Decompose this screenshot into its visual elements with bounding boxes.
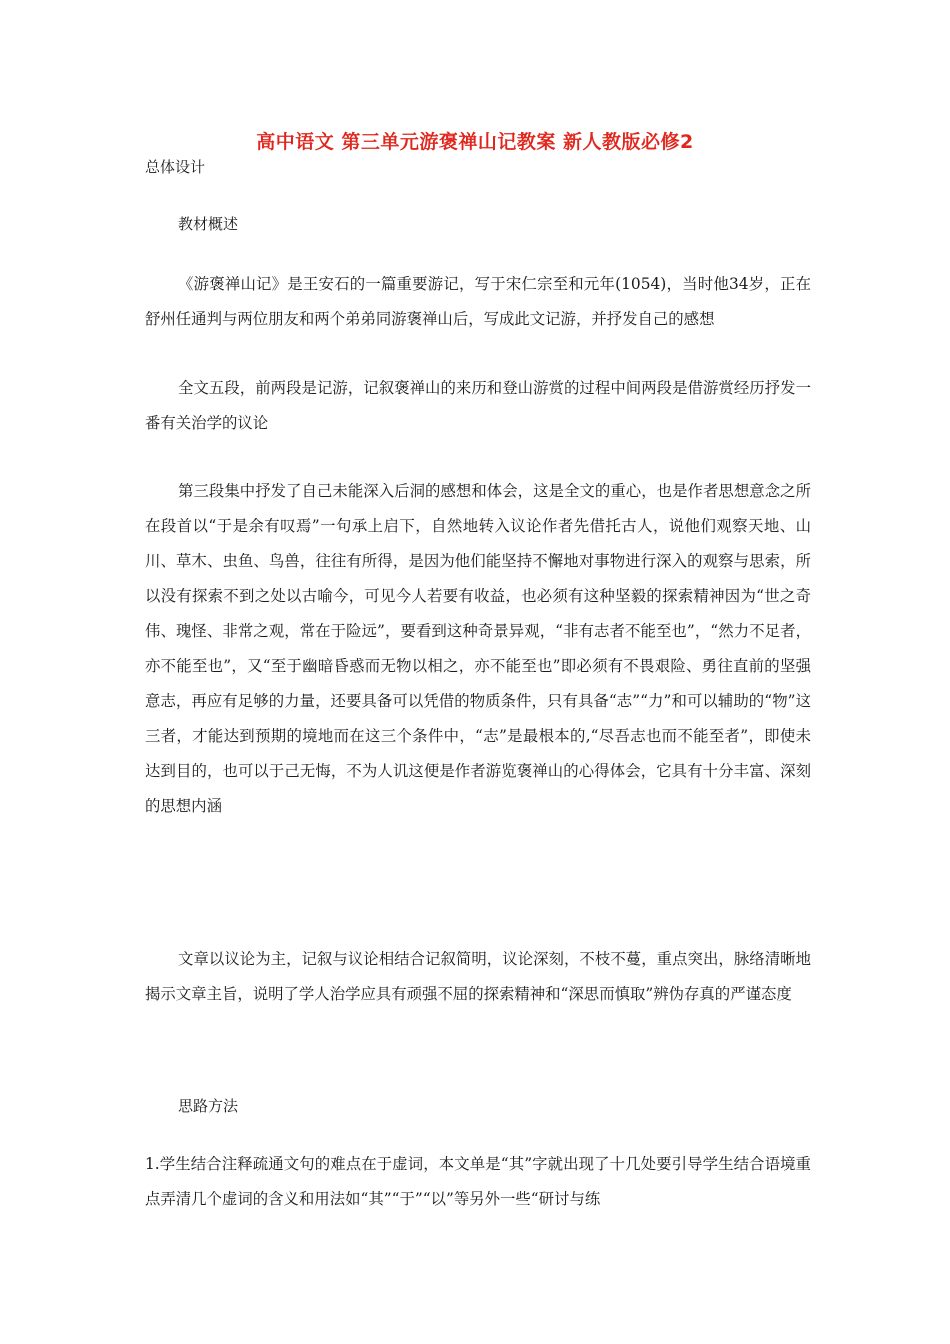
document-title: 高中语文 第三单元游褒禅山记教案 新人教版必修2: [256, 131, 694, 153]
paragraph-summary: 文章以议论为主，记叙与议论相结合记叙简明，议论深刻，不枝不蔓，重点突出，脉络清晰地揭示文章主旨，说明了学人治学应具有顽强不屈的探索精神和“深思而慎取”辨伪存真的严谨态度: [145, 950, 811, 1003]
paragraph-analysis: 第三段集中抒发了自己未能深入后洞的感想和体会，这是全文的重心，也是作者思想意念之所在段首以“于是余有叹焉”一句承上启下，自然地转入议论作者先借托古人，说他们观察天地、山川、草木、虫鱼、鸟兽，往往有所得，是因为他们能坚持不懈地对事物进行深入的观察与思索，所以没有探索不到之处以古喻今，可见今人若要有收益，也必须有这种坚毅的探索精神因为“世之奇伟、瑰怪、非常之观，常在于险远”，要看到这种奇景异观，“非有志者不能至也”，“然力不足者，亦不能至也”，又“至于幽暗昏惑而无物以相之，亦不能至也”即必须有不畏艰险、勇往直前的坚强意志，再应有足够的力量，还要具备可以凭借的物质条件，只有具备“志”“力”和可以辅助的“物”这三者，才能达到预期的境地而在这三个条件中，“志”是最根本的,“尽吾志也而不能至者”，即使未达到目的，也可以于己无悔，不为人讥这便是作者游览褒禅山的心得体会，它具有十分丰富、深刻的思想内涵: [145, 482, 811, 815]
paragraph-intro: 《游褒禅山记》是王安石的一篇重要游记，写于宋仁宗至和元年(1054)，当时他34岁，正在舒州任通判与两位朋友和两个弟弟同游褒禅山后，写成此文记游，并抒发自己的感想: [145, 275, 811, 328]
subheading-overview: 教材概述: [178, 215, 239, 233]
subheading-method: 思路方法: [178, 1097, 239, 1115]
section-heading: 总体设计: [145, 158, 206, 176]
paragraph-method: 1.学生结合注释疏通文句的难点在于虚词，本文单是“其”字就出现了十几处要引导学生结合语境重点弄清几个虚词的含义和用法如“其”“于”“以”等另外一些“研讨与练: [145, 1155, 811, 1208]
paragraph-structure: 全文五段，前两段是记游，记叙褒禅山的来历和登山游赏的过程中间两段是借游赏经历抒发一番有关治学的议论: [145, 379, 811, 432]
